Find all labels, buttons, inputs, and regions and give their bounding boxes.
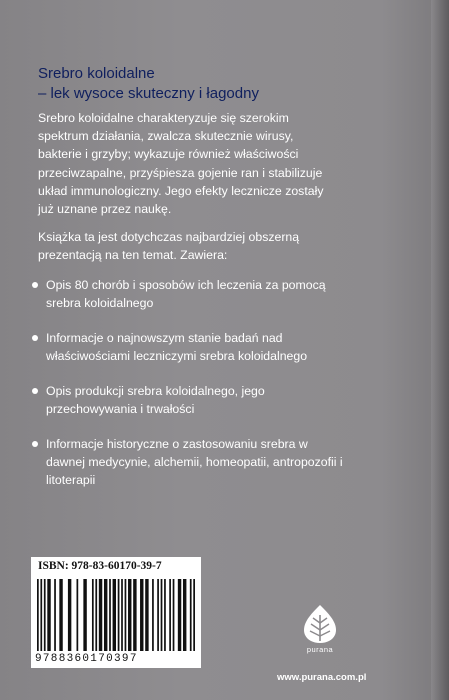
- list-item: [26, 382, 346, 418]
- bullet-icon: [32, 441, 38, 447]
- description-paragraph: Srebro koloidalne charakteryzuje się szerokim spektrum działania, zwalcza skutecznie wirusy, bakterie i grzyby; wykazuje również właściwości przeciwzapalne, przyśpiesza gojenie ran i stabilizuje układ immunologiczny. Jego efekty lecznicze zostały już uznane przez naukę.: [38, 111, 324, 217]
- list-item-text: Opis 80 chorób i sposobów ich leczenia za pomocą srebra koloidalnego: [46, 278, 326, 311]
- publisher-logo-icon: [298, 601, 342, 645]
- list-item-text: Informacje o najnowszym stanie badań nad właściwościami leczniczymi srebra koloidalnego: [46, 331, 308, 364]
- bullet-icon: [32, 282, 38, 288]
- contents-list: [26, 276, 346, 506]
- list-item: [26, 435, 346, 490]
- bullet-icon: [32, 388, 38, 394]
- publisher-logo-text: purana: [306, 645, 334, 654]
- cover-edge: [431, 0, 449, 700]
- list-item-text: Informacje historyczne o zastosowaniu srebra w dawnej medycynie, alchemii, homeopatii, antropozofii i litoterapii: [46, 437, 343, 488]
- barcode-label: [31, 557, 201, 668]
- list-item: [26, 329, 346, 365]
- barcode-digits: 9788360170397: [35, 653, 138, 665]
- isbn-number: ISBN: 978-83-60170-39-7: [38, 560, 162, 572]
- bullet-icon: [32, 335, 38, 341]
- title-line-2: – lek wysoce skuteczny i łagodny: [38, 85, 259, 102]
- list-item-text: Opis produkcji srebra koloidalnego, jego przechowywania i trwałości: [46, 384, 265, 417]
- title-line-1: Srebro koloidalne: [38, 65, 155, 82]
- list-item: [26, 276, 346, 312]
- intro-paragraph: Książka ta jest dotychczas najbardziej obszerną prezentacją na ten temat. Zawiera:: [38, 230, 300, 263]
- publisher-url: www.purana.com.pl: [277, 672, 367, 683]
- barcode-icon: [37, 579, 195, 651]
- book-title: [38, 64, 418, 104]
